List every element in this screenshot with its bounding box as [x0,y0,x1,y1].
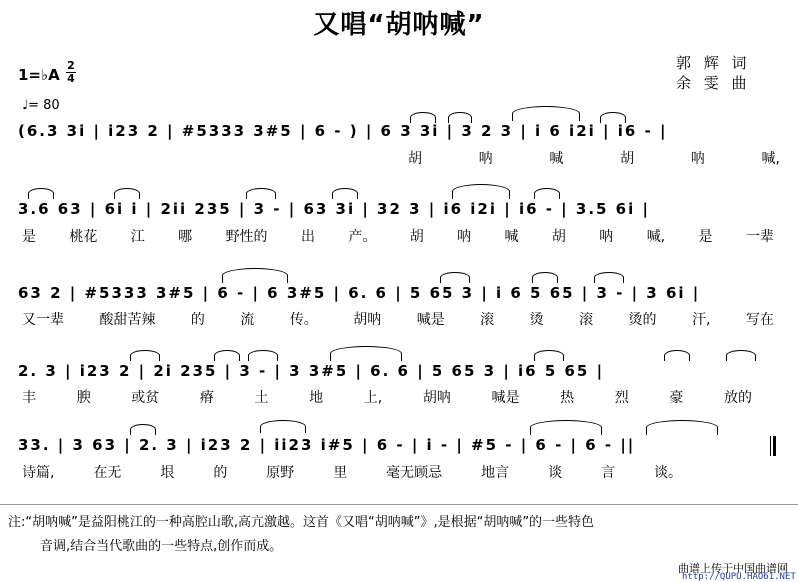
slur [130,424,156,435]
slur [410,112,436,123]
lyric-word: 产。 [348,229,377,245]
lyric-word: 野性的 [225,229,268,245]
lyric-word: 桃花 [69,229,98,245]
notes-system-1: (6.3 3i | i23 2 | #5333 3#5 | 6 - ) | 6 3 3i | 3 2 3 | i 6 i2i | i6 - | [18,122,668,140]
lyrics-system-4 [22,387,752,407]
slur [534,350,564,361]
lyric-word: 谈 [548,465,563,481]
slur [332,188,358,199]
lyric-word: 或贫 [131,390,160,406]
lyric-word: 喊是 [491,390,520,406]
composer-credit: 余 雯 曲 [676,74,751,92]
slur [530,420,602,435]
lyric-word: 瘠 [199,390,214,406]
slur [222,268,288,283]
lyric-word: 丰 [22,390,36,406]
lyric-word: 谈。 [653,465,682,481]
footnote-divider [0,504,798,505]
lyric-word: 胡 [551,229,566,245]
tempo-marking: ♩= 80 [22,98,60,113]
lyric-word: 写在 [745,312,774,328]
lyric-word: 酸甜苦辣 [99,312,156,328]
lyrics-system-5 [22,462,682,482]
slur [532,272,558,283]
lyric-word: 烈 [614,390,629,406]
slur [130,350,160,361]
lyric-word: 出 [300,229,315,245]
lyric-word: 流 [240,312,255,328]
lyric-word: 地言 [481,465,510,481]
time-signature-bottom: 4 [67,72,75,85]
time-signature [66,60,76,85]
lyric-word: 喊 [549,151,564,167]
footnote-line-2: 音调,结合当代歌曲的一些特点,创作而成。 [40,539,283,554]
lyric-word: 地 [309,390,324,406]
slur [452,184,510,199]
notes-system-3: 63 2 | #5333 3#5 | 6 - | 6 3#5 | 6. 6 | 5 65 3 | i 6 5 65 | 3 - | 3 6i | [18,284,701,302]
lyric-word: 是 [22,229,36,245]
time-signature-top: 2 [67,59,75,72]
lyric-word: 胡呐 [422,390,451,406]
lyric-word: 腴 [76,390,91,406]
lyric-word: 呐 [690,151,705,167]
lyrics-system-2 [22,226,774,246]
notes-system-2: 3.6 63 | 6i i | 2ii 235 | 3 - | 63 3i | 32 3 | i6 i2i | i6 - | 3.5 6i | [18,200,650,218]
slur [214,350,240,361]
slur [600,112,626,123]
lyric-word: 是 [698,229,713,245]
lyric-word: 呐 [599,229,614,245]
lyric-word: 胡呐 [353,312,382,328]
slur [330,346,402,361]
slur [28,188,54,199]
song-title: 又唱“胡呐喊” [313,10,485,40]
lyric-word: 呐 [457,229,472,245]
lyric-word: 原野 [266,465,295,481]
slur [512,106,580,121]
slur [248,350,278,361]
lyric-word: 在无 [93,465,122,481]
lyric-word: 喊, [761,151,780,167]
footnote-line-1: 注:“胡呐喊”是益阳桃江的一种高腔山歌,高亢激越。这首《又唱“胡呐喊”》,是根据“胡呐喊”的一些特色 [8,515,595,530]
slur [440,272,470,283]
slur [114,188,140,199]
lyric-word: 胡 [408,151,422,167]
lyric-word: 垠 [160,465,175,481]
lyric-word: 的 [213,465,228,481]
key-signature: 1=♭A [18,66,60,84]
lyric-word: 哪 [178,229,193,245]
final-thick-barline [773,436,776,456]
lyric-word: 言 [601,465,616,481]
lyric-word: 烫 [529,312,544,328]
lyric-word: 喊是 [416,312,445,328]
slur [246,188,276,199]
lyric-word: 诗篇, [22,465,55,481]
watermark-text: 曲谱上传于中国曲谱网 [678,562,788,575]
lyric-word: 豪 [669,390,684,406]
watermark-url: http://QUPU.HAO61.NET [682,572,796,582]
slur [448,112,472,123]
slur [726,350,756,361]
lyric-word: 喊, [646,229,666,245]
lyric-word: 一辈 [745,229,774,245]
lyricist-credit: 郭 辉 词 [676,54,751,72]
lyric-word: 滚 [579,312,594,328]
lyric-word: 又一辈 [22,312,64,328]
lyric-word: 喊 [504,229,519,245]
lyric-word: 汗, [691,312,711,328]
lyrics-system-3 [22,309,774,329]
lyric-word: 上, [363,390,383,406]
lyric-word: 热 [560,390,575,406]
lyric-word: 毫无顾忌 [386,465,443,481]
lyric-word: 胡 [409,229,424,245]
slur [534,188,560,199]
lyric-word: 土 [254,390,269,406]
slur [664,350,690,361]
slur [594,272,624,283]
final-thin-barline [770,436,771,456]
lyric-word: 胡 [620,151,635,167]
lyric-word: 江 [130,229,145,245]
notes-system-4: 2. 3 | i23 2 | 2i 235 | 3 - | 3 3#5 | 6. 6 | 5 65 3 | i6 5 65 | [18,362,605,380]
lyric-word: 滚 [480,312,495,328]
slur [646,420,718,435]
slur [260,420,306,433]
lyric-word: 里 [333,465,348,481]
lyric-word: 放的 [723,390,752,406]
lyric-word: 呐 [478,151,493,167]
lyrics-system-1 [408,148,780,168]
notes-system-5: 33. | 3 63 | 2. 3 | i23 2 | ii23 i#5 | 6 - | i - | #5 - | 6 - | 6 - || [18,436,636,454]
lyric-word: 的 [190,312,205,328]
lyric-word: 传。 [289,312,318,328]
lyric-word: 烫的 [628,312,657,328]
